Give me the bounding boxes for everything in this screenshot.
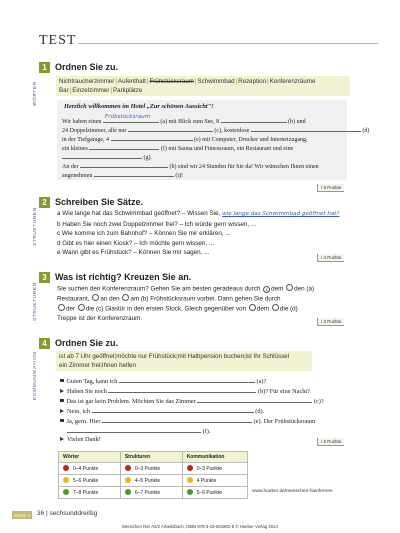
checkbox-checked[interactable]: X [263,286,270,293]
dialogue-line-b: Haben Sie noch (b)? Für eine Nacht? [60,386,310,397]
red-dot-icon [187,465,193,471]
triangle-icon [60,389,64,393]
section-2-items [57,209,339,258]
dialogue-line-f: (f). [67,426,210,437]
item-e: e Wann gibt es Frühstück? – Können Sie mir sagen, ... [57,249,210,257]
word: Nichtraucherzimmer [59,78,115,85]
section-1-points: / 8 Punkte [317,184,344,192]
card-line-3: in der Tiefgarage, 4 (e) mit Computer, Drucker und Internetzugang, [62,134,308,145]
item-b: b Haben Sie noch zwei Doppelzimmer frei? – Ich würde gern wissen, ... [57,220,257,228]
green-dot-icon [125,489,131,495]
bullet-icon [60,399,64,403]
word-used: Frühstücksraum [149,78,194,85]
checkbox[interactable] [78,304,85,311]
module-tag: Modul 4 [13,512,30,518]
yellow-dot-icon [187,477,193,483]
page-number: 36 | sechsunddreißig [37,510,98,517]
checkbox[interactable] [272,304,279,311]
section-2-points: / 4 Punkte [317,254,344,262]
section-4-number: 4 [39,338,50,349]
answer-blank-a[interactable]: Frühstücksraum [103,116,159,123]
section-1-word-box: Nichtraucherzimmer|Aufenthalt|Frühstücksraum|Schwimmbad|Rezeption|Konferenzräume Bar|Einzelzimmer|Parkplätze [56,76,350,96]
section-3-title: Was ist richtig? Kreuzen Sie an. [55,272,192,282]
dialogue-line-c: Das ist gar kein Problem. Möchten Sie das Zimmer (c)? [60,396,324,407]
card-line-5: (g). [62,152,152,163]
table-row: 0–4 Punkte 0–3 Punkte 0–3 Punkte [59,463,248,475]
item-a: a Wie lange hat das Schwimmbad geöffnet? – Wissen Sie, wie lange das Schwimmbad geöffnet hat? [57,210,340,217]
answer-blank-e[interactable] [102,416,252,423]
answer-blank-f[interactable] [89,143,159,150]
checkbox[interactable] [249,304,256,311]
table-row: 7–8 Punkte 6–7 Punkte 5–6 Punkte [59,487,248,499]
answer-blank-c[interactable] [128,125,213,132]
word: Rezeption [238,78,267,85]
card-line-6: An der (h) sind wir 24 Stunden für Sie da! Wir wünschen Ihnen einen [62,161,319,172]
answer-blank-d[interactable] [251,125,361,132]
triangle-icon [60,437,64,441]
word: Konferenzräume [269,78,316,85]
yellow-dot-icon [125,477,131,483]
checkbox[interactable] [58,304,65,311]
checkbox[interactable] [286,284,293,291]
dialogue-line-d: Nein, ich (d). [60,406,264,417]
section-1-title: Ordnen Sie zu. [55,62,119,72]
hueber-url[interactable]: www.hueber.de/menschen-hier/lernen [252,489,333,494]
answer-blank-h[interactable] [80,161,168,168]
section-4-side-label: KOMMUNIKATION [33,351,38,400]
card-title: Herzlich willkommen im Hotel „Zur schönen Aussicht"! [64,103,214,110]
word: Einzelzimmer [72,87,110,94]
section-4-points: / 6 Punkte [317,438,344,446]
handwritten-answer: wie lange das Schwimmbad geöffnet hat? [222,211,340,217]
answer-blank-g[interactable] [62,152,142,159]
triangle-icon [60,409,64,413]
word: Aufenthalt [117,78,146,85]
card-line-2: 24 Doppelzimmer, alle nur (c), kostenlose (d) [62,125,369,136]
section-1-number: 1 [39,62,50,73]
section-4-title: Ordnen Sie zu. [55,338,119,348]
answer-blank-e[interactable] [111,134,193,141]
bullet-icon [60,379,64,383]
bullet-icon [60,419,64,423]
section-4-word-box: ist ab 7 Uhr geöffnet|möchte nur Frühstück|mit Halbpension buchen|ist Ihr Schlüssel ein Zimmer frei|Ihnen helfen [56,351,312,371]
checkbox[interactable] [122,294,129,301]
answer-blank-c[interactable] [197,396,312,403]
answer-blank-b[interactable] [221,116,287,123]
dialogue-line-g: Vielen Dank! [60,436,101,445]
column-header: Wörter [59,452,121,463]
hotel-welcome-card [57,100,370,180]
answer-blank-d[interactable] [92,406,254,413]
column-header: Strukturen [120,452,182,463]
card-line-1: Wir haben einen Frühstücksraum (a) mit Blick zum See, 8 (b) und [62,114,306,125]
item-c: c Wie komme ich zum Bahnhof? – Können Sie mir erklären, ... [57,230,231,238]
section-3-text: Sie suchen den Konferenzraum? Gehen Sie am besten geradeaus durch X dem den (a) Restaurant, an den am (b) Frühstücksraum vorbei. Dann gehen Sie durch der die (c) Glastür in den ersten Stock. Gleich gegenüber von dem die (d) Treppe ist der Konferenzraum. [57,285,315,322]
item-d: d Gibt es hier einen Kiosk? – Ich möchte gern wissen, ... [57,239,215,247]
self-assessment-table [58,451,248,499]
dialogue-line-e: Ja, gern. Hier (e). Der Frühstücksraum [60,416,315,427]
answer-blank-a[interactable] [119,376,255,383]
word: Parkplätze [113,87,143,94]
section-2-number: 2 [39,197,50,208]
title-rule [78,43,378,44]
table-row: 5–6 Punkte 4–5 Punkte 4 Punkte [59,475,248,487]
section-2-title: Schreiben Sie Sätze. [55,197,144,207]
section-1-side-label: WÖRTER [33,81,38,106]
red-dot-icon [63,465,69,471]
yellow-dot-icon [63,477,69,483]
answer-blank-f[interactable] [67,426,201,433]
checkbox[interactable] [92,294,99,301]
copyright-credit: Menschen hier A2/2 Arbeitsbuch, ISBN 978-3-19-601902-5 © Hueber Verlag 2014 [122,524,278,529]
section-3-side-label: STRUKTUREN [33,282,38,321]
section-2-side-label: STRUKTUREN [33,207,38,246]
green-dot-icon [63,489,69,495]
section-3-points: / 3 Punkte [317,318,344,326]
dialogue-line-a: Guten Tag, kann ich (a)? [60,376,266,387]
word: Bar [59,87,69,94]
card-line-7: angenehmen (i)! [62,170,183,181]
red-dot-icon [125,465,131,471]
section-3-number: 3 [39,272,50,283]
answer-blank-b[interactable] [108,386,256,393]
page-title: TEST [39,33,77,48]
answer-blank-i[interactable] [94,170,174,177]
word: Schwimmbad [197,78,235,85]
green-dot-icon [187,489,193,495]
card-line-4: ein kleines (f) mit Sauna und Fitnessraum, ein Restaurant und eine [62,143,293,154]
column-header: Kommunikation [182,452,247,463]
